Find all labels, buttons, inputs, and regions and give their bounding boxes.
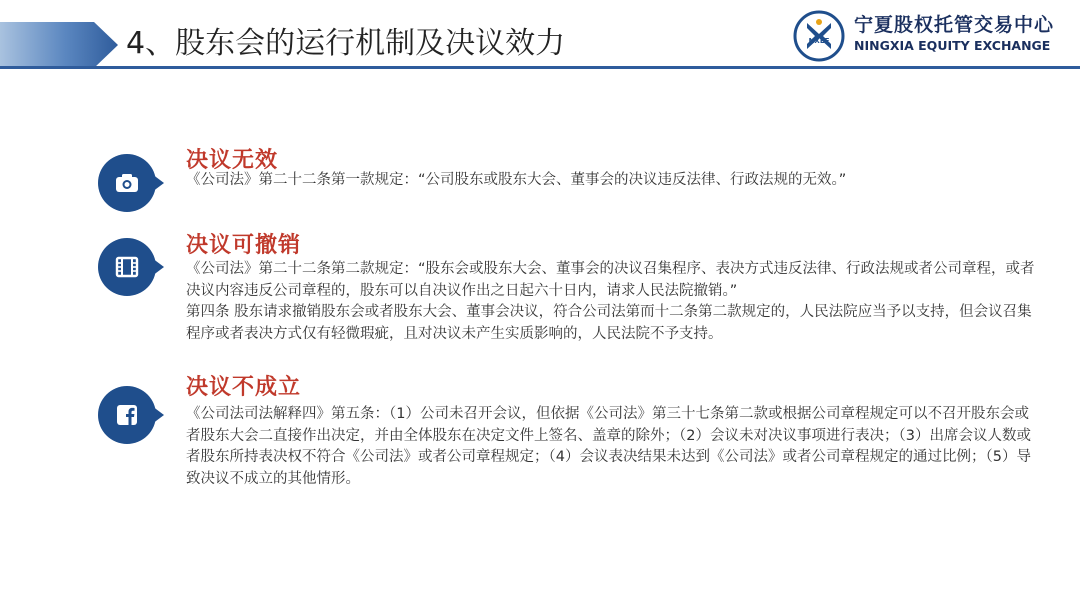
logo-name-cn: 宁夏股权托管交易中心 bbox=[854, 14, 1055, 36]
item-icon-badge bbox=[98, 154, 156, 212]
paragraph: 《公司法》第二十二条第二款规定：“股东会或股东大会、董事会的决议召集程序、表决方式违反法律、行政法规或者公司章程，或者决议内容违反公司章程的，股东可以自决议作出之日起六十日内，请求人民法院撤销。” bbox=[186, 261, 1035, 299]
heading-invalid: 决议无效 bbox=[186, 148, 279, 173]
page-title: 4、股东会的运行机制及决议效力 bbox=[126, 26, 566, 61]
paragraph: 《公司法》第二十二条第一款规定：“公司股东或股东大会、董事会的决议违反法律、行政法规的无效。” bbox=[186, 172, 847, 188]
logo-badge: NXEE bbox=[808, 37, 830, 45]
body-invalid bbox=[186, 170, 1041, 192]
paragraph: 第四条 股东请求撤销股东会或者股东大会、董事会决议，符合公司法第而十二条第二款规定的，人民法院应当予以支持，但会议召集程序或者表决方式仅有轻微瑕疵，且对决议未产生实质影响的，人民法院不予支持。 bbox=[186, 304, 1032, 342]
item-icon-badge bbox=[98, 238, 156, 296]
nxee-logo-icon bbox=[793, 10, 845, 62]
camera-icon bbox=[114, 170, 140, 196]
title-band bbox=[0, 22, 118, 68]
heading-not-established: 决议不成立 bbox=[186, 375, 302, 400]
item-icon-badge bbox=[98, 386, 156, 444]
paragraph: 《公司法司法解释四》第五条：（1）公司未召开会议，但依据《公司法》第三十七条第二款或根据公司章程规定可以不召开股东会或者股东大会二直接作出决定，并由全体股东在决定文件上签名、盖章的除外；（2）会议未对决议事项进行表决；（3）出席会议人数或者股东所持表决权不符合《公司法》或者公司章程规定；（4）会议表决结果未达到《公司法》或者公司章程规定的通过比例；（5）导致决议不成立的其他情形。 bbox=[186, 406, 1031, 487]
body-revocable bbox=[186, 259, 1041, 345]
facebook-icon bbox=[114, 402, 140, 428]
title-underline bbox=[0, 66, 1080, 69]
film-icon bbox=[114, 254, 140, 280]
body-not-established bbox=[186, 404, 1041, 490]
logo-name-en: NINGXIA EQUITY EXCHANGE bbox=[854, 38, 1051, 53]
heading-revocable: 决议可撤销 bbox=[186, 233, 302, 258]
